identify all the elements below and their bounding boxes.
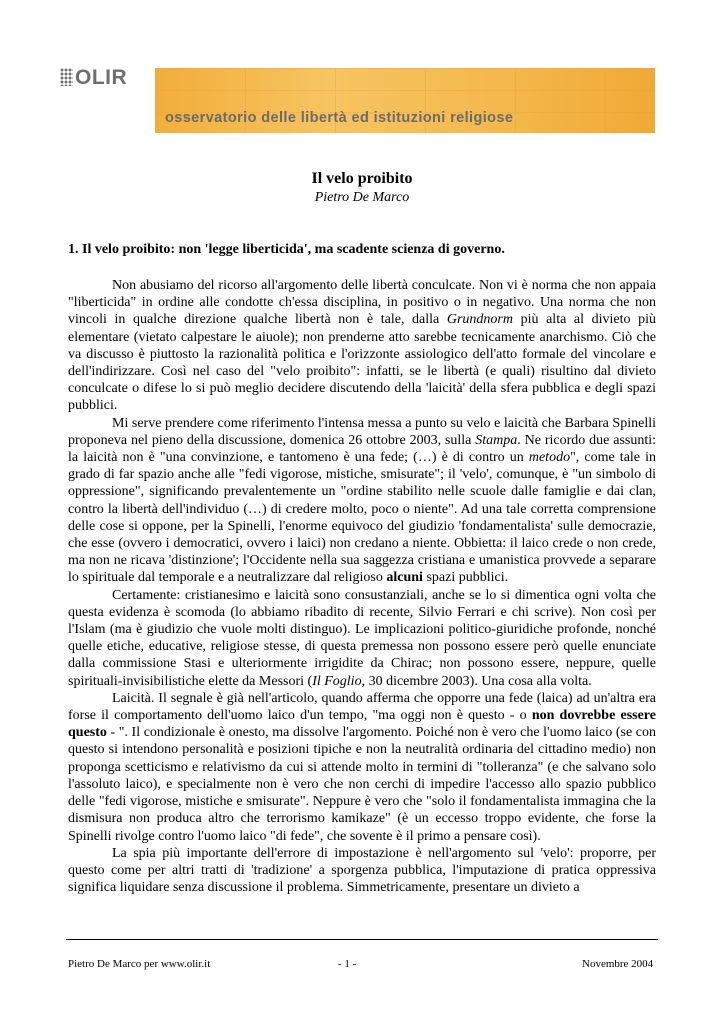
text-run: Mi serve prendere come riferimento l'intensa messa a punto su velo e laicità che Barbara Spinelli proponeva nel pieno della discussione, domenica 26 ottobre 2003, sulla — [68, 415, 656, 448]
text-run: Laicità. Il segnale è già nell'articolo, quando afferma che opporre una fede (laica) ad un'altra era forse il comportamento dell'uomo laico d'un tempo, "ma oggi non è questo - o — [68, 690, 656, 724]
paragraph-2 — [68, 415, 656, 587]
italic-run: Grundnorm — [446, 312, 513, 328]
italic-run: Il Foglio — [312, 673, 362, 689]
section-heading: 1. Il velo proibito: non 'legge liberticida', ma scadente scienza di governo. — [68, 242, 505, 257]
footer-author: Pietro De Marco per www.olir.it — [68, 958, 211, 970]
olir-logo — [60, 66, 146, 88]
footer-divider — [66, 939, 658, 940]
footer-date: Novembre 2004 — [582, 958, 654, 970]
italic-run: metodo — [528, 450, 571, 466]
paragraph-3 — [68, 587, 656, 690]
text-run: - ". Il condizionale è onesto, ma dissolve l'argomento. Poiché non è vero che l'uomo laico (se con questo si intendono personalità e posizioni tipiche e non la neutralità ordinaria del cittadino medio) non proponga scetticismo e relativismo da cui si attende molto in termini di "tolleranza" (e che salvano solo l'assoluto laico), e specialmente non è vero che non cerchi di impedire l'accesso allo spazio pubblico delle "fedi vigorose, mistiche e smisurate". Neppure è vero che "solo il fondamentalista immagina che la dismisura non produca altro che terrorismo kamikaze" (è un eccesso troppo evidente, che forse la Spinelli rivolge contro l'uomo laico "di fede", che sovente è il primo a pensare così). — [68, 725, 656, 844]
text-run: . Ne ricordo due assunti: la laicità non è "una convinzione, e tantomeno è una fede; (…) è di contro un — [68, 432, 657, 466]
text-run: più alta al divieto più elementare (vietato calpestare le aiuole); non prenderne atto sarebbe tecnicamente anarchismo. Ciò che va discusso è piuttosto la razionalità politica e l'orizzonte assiologico dell'atto formale del vincolare e dell'indirizzare. Così nel caso del "velo proibito": infatti, se le libertà (e quali) risultino dal divieto conculcate o difese lo si può meglio decidere discutendo della 'laicità' della sfera pubblica e degli spazi pubblici. — [68, 312, 656, 414]
text-run: Certamente: cristianesimo e laicità sono consustanziali, anche se lo si dimentica ogni volta che questa evidenza è scomoda (lo abbiamo ribadito di recente, Silvio Ferrari e chi scrive). Non così per l'Islam (ma è giudizio che vuole molti distinguo). Le implicazioni politico-giuridiche profonde, nonché quelle etiche, educative, religiose stesse, di questa premessa non possono essere però quelle enunciate dalla commissione Stasi e ulteriormente irrigidite da Chirac; non possono essere, neppure, quelle spirituali-invisibilistiche elette da Messori ( — [68, 587, 656, 689]
text-run: Non abusiamo del ricorso all'argomento delle libertà conculcate. Non vi è norma che non appaia "liberticida" in ordine alle condotte ch'essa disciplina, in positivo o in negativo. Una norma che non vincoli in qualche direzione qualche libertà non è tale, dalla — [68, 278, 656, 328]
document-title: Il velo proibito — [311, 170, 413, 187]
text-run: La spia più importante dell'errore di impostazione è nell'argomento sul 'velo': proporre, per questo come per altri tratti di 'tradizione' a sporgenza pubblica, l'imputazione di pratica oppressiva significa liquidare senza discussione il problema. Simmetricamente, presentare un divieto a — [68, 845, 656, 896]
logo-dots-icon — [60, 68, 73, 86]
bold-run: alcuni — [386, 570, 423, 586]
banner-title: osservatorio delle libertà ed istituzioni religiose — [165, 110, 514, 126]
bold-run: non dovrebbe essere questo — [68, 708, 656, 741]
text-run: spazi pubblici. — [422, 570, 509, 586]
paragraph-1 — [68, 277, 656, 415]
document-author: Pietro De Marco — [314, 190, 410, 205]
text-run: , 30 dicembre 2003). Una cosa alla volta. — [361, 673, 592, 689]
text-run: ", come tale in grado di far spazio anche alle "fedi vigorose, mistiche, smisurate"; il 'velo', comunque, è "un simbolo di oppressione", significando prevalentemente un "ordine stabilito nelle scuole dalle famiglie e dai clan, contro la libertà dell'individuo (…) di credere molto, poco o niente". Ad una tale corretta comprensione delle cose si oppone, per la Spinelli, l'enorme equivoco del giudizio 'fondamentalista' sulle democrazie, che esse (ovvero i democratici, ovvero i laici) non credano a niente. Obbietta: il laico crede o non crede, ma non ne ricava 'distinzione'; l'Occidente nella sua saggezza cristiana e umanistica provvede a separare lo spirituale dal temporale e a neutralizzare dal religioso — [68, 450, 657, 586]
italic-run: Stampa — [475, 432, 518, 448]
page-number: - 1 - — [338, 958, 357, 970]
header-banner — [155, 68, 655, 133]
logo-text: OLIR — [75, 66, 128, 89]
paragraph-5 — [68, 845, 656, 897]
paragraph-4 — [68, 690, 656, 845]
body-text — [68, 277, 656, 896]
